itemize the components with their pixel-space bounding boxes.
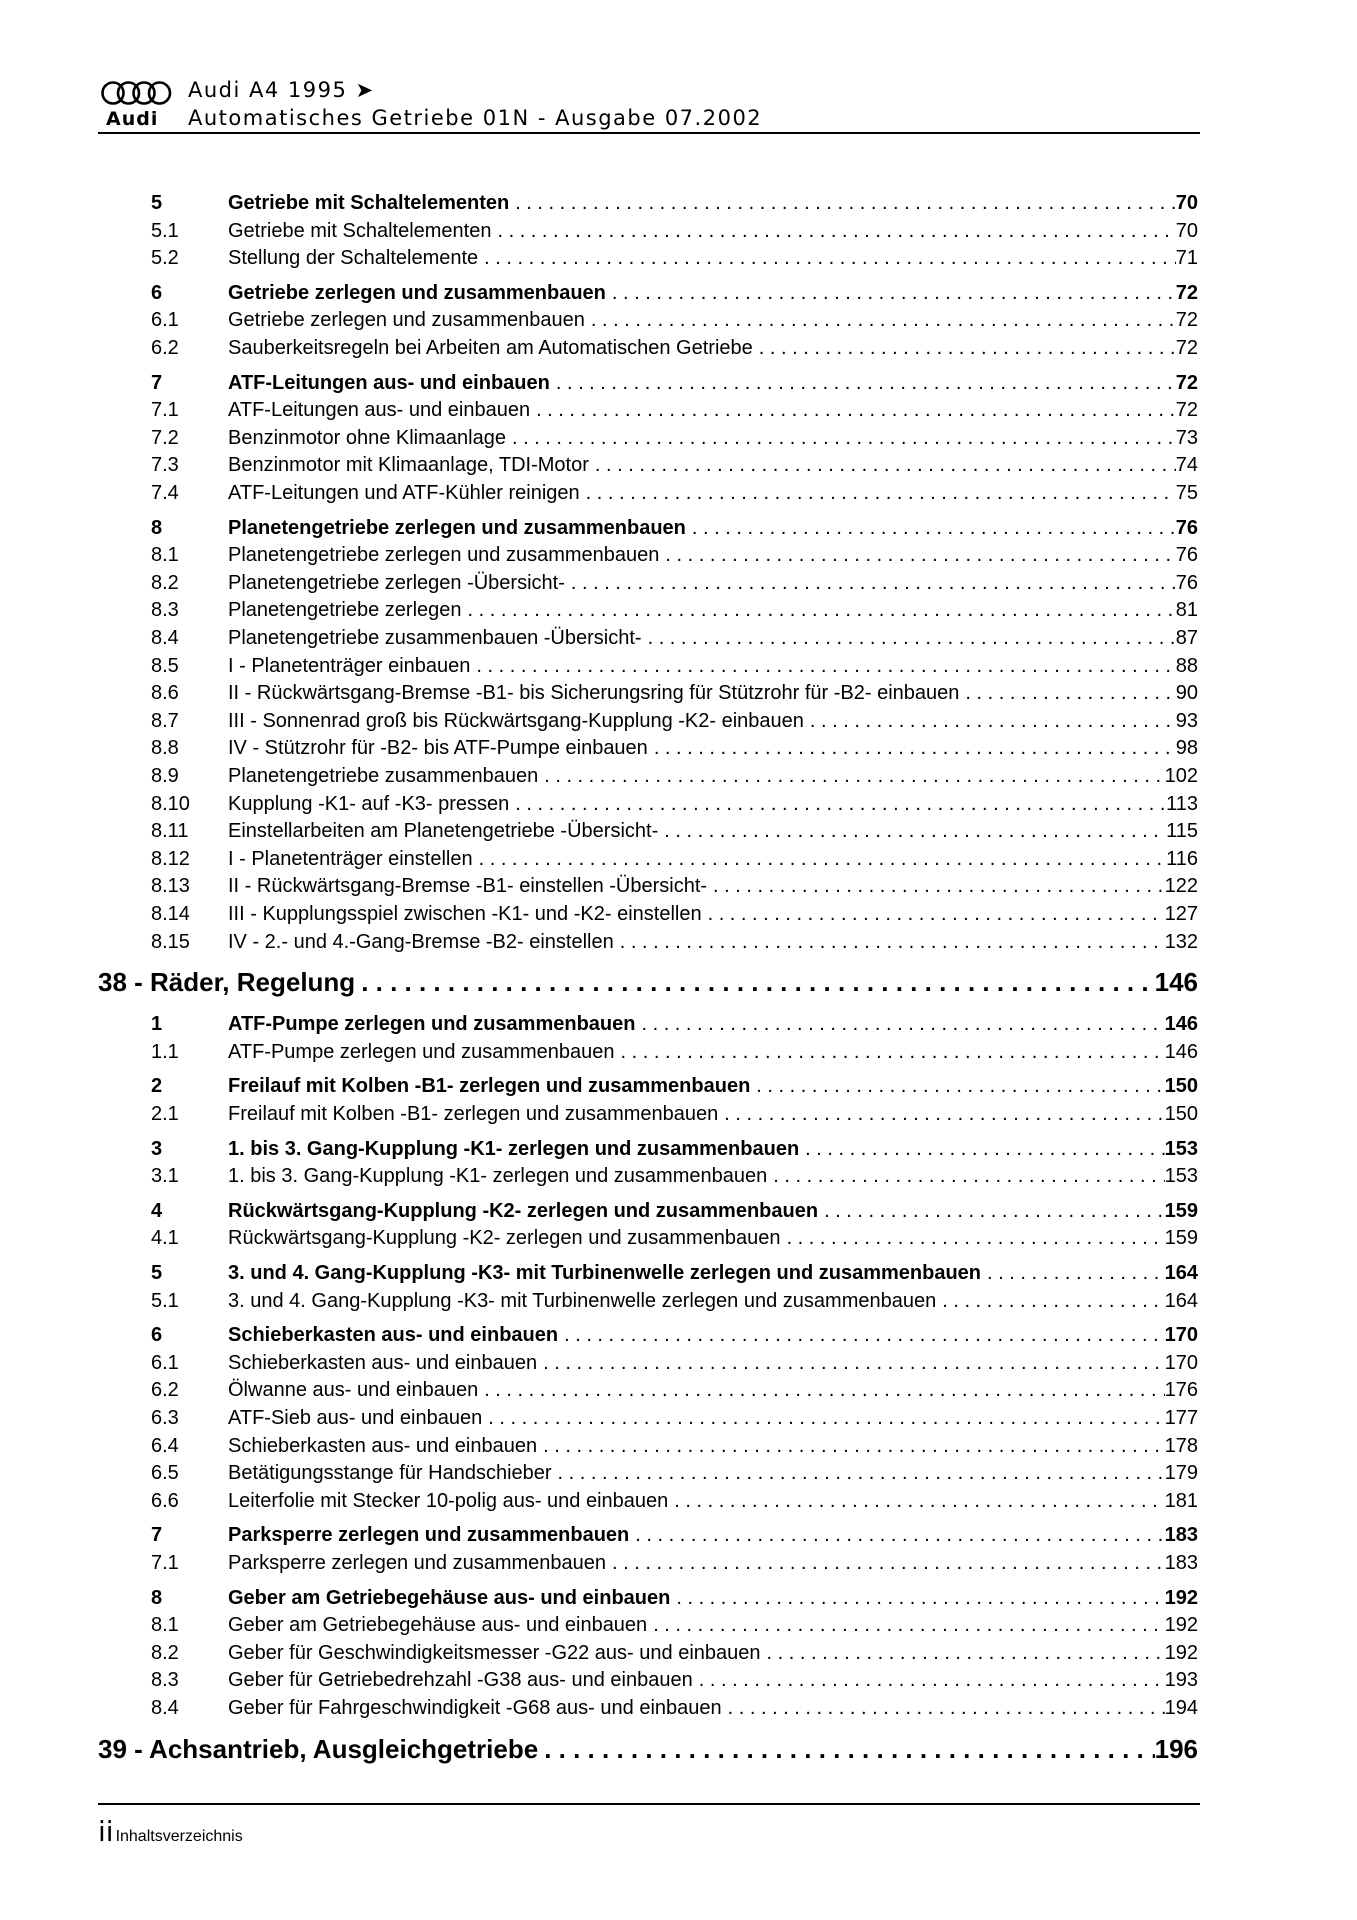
toc-title: Stellung der Schaltelemente <box>228 247 479 270</box>
toc-leader-dots <box>544 763 1164 790</box>
toc-number: 3.1 <box>151 1165 179 1188</box>
toc-title: 3. und 4. Gang-Kupplung -K3- mit Turbinenwelle zerlegen und zusammenbauen <box>228 1289 937 1312</box>
toc-page-number: 122 <box>1164 875 1198 898</box>
toc-title: ATF-Leitungen aus- und einbauen <box>228 371 550 394</box>
toc-number: 8.8 <box>151 737 179 760</box>
toc-leader-dots <box>724 1101 1164 1128</box>
toc-page-number: 177 <box>1164 1407 1198 1429</box>
toc-leader-dots <box>515 190 1176 217</box>
toc-page-number: 159 <box>1164 1199 1198 1222</box>
toc-page-number: 176 <box>1164 1379 1198 1402</box>
toc-leader-dots <box>479 846 1167 873</box>
toc-leader-dots <box>759 335 1176 362</box>
toc-title: 1. bis 3. Gang-Kupplung -K1- zerlegen und zusammenbauen <box>228 1137 800 1160</box>
toc-page-number: 183 <box>1164 1524 1198 1547</box>
toc-number: 7.3 <box>151 454 179 477</box>
toc-title: 3. und 4. Gang-Kupplung -K3- mit Turbinenwelle zerlegen und zusammenbauen <box>228 1262 982 1284</box>
toc-number: 8.15 <box>151 930 190 953</box>
toc-title: III - Sonnenrad groß bis Rückwärtsgang-Kupplung -K2- einbauen <box>228 709 804 732</box>
toc-page-number: 150 <box>1164 1075 1198 1098</box>
toc-subsection[interactable] <box>98 735 1198 762</box>
toc-section[interactable] <box>98 1322 1198 1349</box>
toc-leader-dots <box>692 515 1176 542</box>
toc-subsection[interactable] <box>98 480 1198 507</box>
toc-page-number: 113 <box>1166 792 1198 815</box>
toc-page-number: 146 <box>1164 1013 1198 1036</box>
toc-page-number: 164 <box>1164 1262 1198 1284</box>
toc-leader-dots <box>824 1198 1165 1225</box>
toc-number: 7.4 <box>151 482 179 504</box>
toc-title: Freilauf mit Kolben -B1- zerlegen und zusammenbauen <box>228 1075 751 1098</box>
toc-subsection[interactable] <box>98 1405 1198 1432</box>
header-rule <box>98 132 1200 134</box>
toc-subsection[interactable] <box>98 570 1198 597</box>
toc-title: 39 - Achsantrieb, Ausgleichgetriebe <box>98 1733 539 1764</box>
toc-page-number: 90 <box>1175 682 1198 705</box>
toc-page-number: 98 <box>1175 737 1198 760</box>
toc-leader-dots <box>653 1612 1164 1639</box>
toc-title: Schieberkasten aus- und einbauen <box>228 1434 538 1457</box>
toc-subsection[interactable] <box>98 1225 1198 1252</box>
toc-number: 8.10 <box>151 792 190 815</box>
toc-page-number: 72 <box>1175 281 1198 304</box>
toc-number: 6 <box>151 1324 163 1347</box>
toc-leader-dots <box>543 1350 1165 1377</box>
toc-subsection[interactable] <box>98 307 1198 334</box>
toc-page-number: 73 <box>1175 426 1198 449</box>
toc-number: 6.4 <box>151 1434 179 1457</box>
toc-number: 5 <box>151 192 163 214</box>
toc-subsection[interactable] <box>98 818 1198 845</box>
toc-title: Rückwärtsgang-Kupplung -K2- zerlegen und zusammenbauen <box>228 1227 781 1250</box>
toc-subsection[interactable] <box>98 1163 1198 1190</box>
toc-leader-dots <box>676 1585 1164 1612</box>
toc-leader-dots <box>773 1163 1164 1190</box>
toc-leader-dots <box>767 1640 1165 1667</box>
toc-title: Freilauf mit Kolben -B1- zerlegen und zusammenbauen <box>228 1103 719 1125</box>
toc-leader-dots <box>484 1377 1164 1404</box>
toc-page-number: 179 <box>1164 1462 1198 1485</box>
toc-leader-dots <box>543 1433 1165 1460</box>
header-model: Audi A4 1995 ➤ <box>188 78 375 102</box>
toc-subsection[interactable] <box>98 1612 1198 1639</box>
toc-section[interactable] <box>98 1585 1198 1612</box>
toc-title: ATF-Pumpe zerlegen und zusammenbauen <box>228 1040 615 1063</box>
toc-title: Getriebe zerlegen und zusammenbauen <box>228 309 585 332</box>
toc-page-number: 72 <box>1175 309 1198 332</box>
toc-section[interactable] <box>98 1522 1198 1549</box>
toc-page-number: 132 <box>1164 930 1198 953</box>
toc-title: Geber für Getriebedrehzahl -G38 aus- und einbauen <box>228 1669 693 1692</box>
toc-subsection[interactable] <box>98 929 1198 956</box>
toc-leader-dots <box>699 1667 1165 1694</box>
audi-rings-icon <box>100 80 172 106</box>
toc-page-number: 146 <box>1164 1040 1198 1063</box>
toc-leader-dots <box>810 708 1176 735</box>
toc-subsection[interactable] <box>98 425 1198 452</box>
toc-title: 38 - Räder, Regelung <box>98 967 356 998</box>
toc-title: ATF-Leitungen aus- und einbauen <box>228 399 531 422</box>
toc-leader-dots <box>654 735 1176 762</box>
toc-title: IV - Stützrohr für -B2- bis ATF-Pumpe einbauen <box>228 737 648 760</box>
toc-title: Einstellarbeiten am Planetengetriebe -Übersicht- <box>228 820 659 843</box>
toc-title: II - Rückwärtsgang-Bremse -B1- bis Sicherungsring für Stützrohr für -B2- einbauen <box>228 682 960 705</box>
toc-title: Benzinmotor ohne Klimaanlage <box>228 426 506 449</box>
toc-number: 8.2 <box>151 1641 179 1664</box>
toc-number: 8.7 <box>151 709 179 732</box>
toc-leader-dots <box>942 1288 1164 1315</box>
toc-number: 8.14 <box>151 903 190 925</box>
toc-number: 7.1 <box>151 399 179 422</box>
toc-leader-dots <box>612 1550 1165 1577</box>
toc-title: Benzinmotor mit Klimaanlage, TDI-Motor <box>228 454 589 477</box>
toc-leader-dots <box>544 1731 1154 1767</box>
page-number: ii <box>98 1815 114 1848</box>
toc-subsection[interactable] <box>98 1667 1198 1694</box>
toc-title: Schieberkasten aus- und einbauen <box>228 1324 559 1347</box>
toc-title: Getriebe mit Schaltelementen <box>228 219 492 242</box>
toc-title: Planetengetriebe zusammenbauen -Übersicht- <box>228 627 642 649</box>
toc-subsection[interactable] <box>98 873 1198 900</box>
toc-number: 4.1 <box>151 1227 179 1250</box>
toc-page-number: 76 <box>1175 571 1198 594</box>
toc-leader-dots <box>476 653 1175 680</box>
toc-leader-dots <box>612 280 1176 307</box>
page-footer <box>98 1815 243 1848</box>
toc-leader-dots <box>488 1405 1164 1432</box>
toc-title: Planetengetriebe zerlegen und zusammenbauen <box>228 544 660 567</box>
toc-page-number: 178 <box>1164 1434 1198 1457</box>
toc-page-number: 76 <box>1175 544 1198 567</box>
toc-subsection[interactable] <box>98 245 1198 272</box>
toc-leader-dots <box>664 818 1166 845</box>
toc-title: Planetengetriebe zusammenbauen <box>228 765 539 787</box>
toc-title: Planetengetriebe zerlegen und zusammenbauen <box>228 516 686 539</box>
audi-logo-text: Audi <box>106 108 159 130</box>
toc-leader-dots <box>497 218 1175 245</box>
toc-subsection[interactable] <box>98 1433 1198 1460</box>
toc-number: 8.6 <box>151 682 179 705</box>
toc-subsection[interactable] <box>98 846 1198 873</box>
toc-number: 8.1 <box>151 544 179 567</box>
toc-number: 8.4 <box>151 1697 179 1719</box>
toc-number: 6.1 <box>151 1351 179 1374</box>
toc-page-number: 192 <box>1164 1586 1198 1609</box>
toc-page-number: 153 <box>1164 1137 1198 1160</box>
toc-page-number: 70 <box>1175 219 1198 242</box>
toc-subsection[interactable] <box>98 763 1198 790</box>
toc-title: Getriebe zerlegen und zusammenbauen <box>228 281 606 304</box>
toc-number: 8.9 <box>151 765 179 787</box>
toc-number: 7 <box>151 1524 163 1547</box>
toc-page-number: 164 <box>1164 1289 1198 1312</box>
toc-title: Rückwärtsgang-Kupplung -K2- zerlegen und zusammenbauen <box>228 1199 819 1222</box>
header-title: Automatisches Getriebe 01N - Ausgabe 07.2002 <box>188 106 763 130</box>
toc-title: Betätigungsstange für Handschieber <box>228 1462 552 1485</box>
toc-number: 1.1 <box>151 1040 179 1063</box>
toc-subsection[interactable] <box>98 335 1198 362</box>
toc-page-number: 116 <box>1166 847 1198 870</box>
toc-number: 7.2 <box>151 426 179 449</box>
toc-leader-dots <box>641 1011 1164 1038</box>
toc-title: Schieberkasten aus- und einbauen <box>228 1351 538 1374</box>
toc-leader-dots <box>571 570 1176 597</box>
toc-leader-dots <box>361 964 1154 1000</box>
toc-page-number: 115 <box>1166 820 1198 843</box>
toc-leader-dots <box>708 901 1165 928</box>
toc-leader-dots <box>728 1695 1165 1722</box>
toc-subsection[interactable] <box>98 791 1198 818</box>
toc-title: III - Kupplungsspiel zwischen -K1- und -K2- einstellen <box>228 903 702 925</box>
toc-number: 6 <box>151 281 163 304</box>
toc-subsection[interactable] <box>98 1488 1198 1515</box>
toc-leader-dots <box>515 791 1166 818</box>
toc-leader-dots <box>558 1460 1165 1487</box>
toc-page-number: 192 <box>1164 1614 1198 1637</box>
toc-title: 1. bis 3. Gang-Kupplung -K1- zerlegen und zusammenbauen <box>228 1165 768 1188</box>
toc-leader-dots <box>648 625 1176 652</box>
footer-rule <box>98 1803 1200 1805</box>
toc-page-number: 181 <box>1164 1489 1198 1512</box>
toc-number: 6.3 <box>151 1407 179 1429</box>
toc-leader-dots <box>591 307 1176 334</box>
toc-leader-dots <box>536 397 1176 424</box>
toc-page-number: 146 <box>1154 967 1198 998</box>
toc-page-number: 70 <box>1175 192 1198 214</box>
toc-subsection[interactable] <box>98 1695 1198 1722</box>
toc-number: 6.6 <box>151 1489 179 1512</box>
toc-page-number: 183 <box>1164 1552 1198 1574</box>
toc-section[interactable] <box>98 1073 1198 1100</box>
toc-title: Parksperre zerlegen und zusammenbauen <box>228 1524 630 1547</box>
toc-page-number: 72 <box>1175 371 1198 394</box>
toc-title: Sauberkeitsregeln bei Arbeiten am Automatischen Getriebe <box>228 337 753 359</box>
toc-page-number: 81 <box>1175 599 1198 622</box>
toc-subsection[interactable] <box>98 1350 1198 1377</box>
toc-subsection[interactable] <box>98 708 1198 735</box>
toc-leader-dots <box>621 1039 1165 1066</box>
toc-page-number: 170 <box>1164 1324 1198 1347</box>
toc-chapter[interactable] <box>98 964 1198 1000</box>
toc-number: 8.3 <box>151 599 179 622</box>
toc-number: 5.1 <box>151 219 179 242</box>
toc-page-number: 170 <box>1164 1351 1198 1374</box>
toc-title: Geber für Fahrgeschwindigkeit -G68 aus- und einbauen <box>228 1697 722 1719</box>
toc-section[interactable] <box>98 190 1198 217</box>
toc-title: ATF-Sieb aus- und einbauen <box>228 1407 483 1429</box>
toc-title: ATF-Pumpe zerlegen und zusammenbauen <box>228 1013 636 1036</box>
toc-title: IV - 2.- und 4.-Gang-Bremse -B2- einstellen <box>228 930 614 953</box>
toc-number: 3 <box>151 1137 163 1160</box>
toc-leader-dots <box>756 1073 1164 1100</box>
toc-section[interactable] <box>98 1011 1198 1038</box>
toc-subsection[interactable] <box>98 597 1198 624</box>
toc-subsection[interactable] <box>98 1288 1198 1315</box>
toc-title: Kupplung -K1- auf -K3- pressen <box>228 792 510 815</box>
toc-subsection[interactable] <box>98 1377 1198 1404</box>
toc-section[interactable] <box>98 515 1198 542</box>
toc-page-number: 159 <box>1164 1227 1198 1250</box>
toc-number: 8.12 <box>151 847 190 870</box>
toc-page-number: 192 <box>1164 1641 1198 1664</box>
toc-leader-dots <box>635 1522 1164 1549</box>
toc-page-number: 88 <box>1175 654 1198 677</box>
toc-section[interactable] <box>98 1198 1198 1225</box>
audi-logo <box>98 80 174 130</box>
toc-subsection[interactable] <box>98 397 1198 424</box>
toc-leader-dots <box>805 1136 1164 1163</box>
toc-page-number: 71 <box>1175 247 1198 270</box>
toc-section[interactable] <box>98 370 1198 397</box>
toc-leader-dots <box>564 1322 1165 1349</box>
toc-number: 8.13 <box>151 875 190 898</box>
toc-number: 4 <box>151 1199 163 1222</box>
toc-number: 8 <box>151 516 163 539</box>
toc-leader-dots <box>512 425 1176 452</box>
toc-title: Parksperre zerlegen und zusammenbauen <box>228 1552 606 1574</box>
toc-page-number: 193 <box>1164 1669 1198 1692</box>
toc-page-number: 153 <box>1164 1165 1198 1188</box>
toc-number: 6.2 <box>151 1379 179 1402</box>
toc-subsection[interactable] <box>98 1550 1198 1577</box>
toc-page-number: 74 <box>1175 454 1198 477</box>
toc-number: 5.2 <box>151 247 179 270</box>
toc-title: Getriebe mit Schaltelementen <box>228 192 510 214</box>
toc-subsection[interactable] <box>98 625 1198 652</box>
toc-page-number: 72 <box>1175 337 1198 359</box>
toc-title: Planetengetriebe zerlegen -Übersicht- <box>228 571 565 594</box>
toc-title: Geber für Geschwindigkeitsmesser -G22 aus- und einbauen <box>228 1641 761 1664</box>
toc-number: 8.3 <box>151 1669 179 1692</box>
toc-title: I - Planetenträger einstellen <box>228 847 473 870</box>
toc-number: 2 <box>151 1075 163 1098</box>
toc-subsection[interactable] <box>98 653 1198 680</box>
toc-leader-dots <box>595 452 1176 479</box>
toc-number: 7 <box>151 371 163 394</box>
toc-title: Geber am Getriebegehäuse aus- und einbauen <box>228 1614 648 1637</box>
toc-section[interactable] <box>98 280 1198 307</box>
toc-leader-dots <box>987 1260 1165 1287</box>
toc-leader-dots <box>484 245 1176 272</box>
toc-chapter[interactable] <box>98 1731 1198 1767</box>
toc-number: 8.11 <box>151 820 189 843</box>
toc-subsection[interactable] <box>98 218 1198 245</box>
toc-subsection[interactable] <box>98 1460 1198 1487</box>
toc-leader-dots <box>965 680 1175 707</box>
toc-number: 8.1 <box>151 1614 179 1637</box>
toc-number: 5.1 <box>151 1289 179 1312</box>
toc-page-number: 93 <box>1175 709 1198 732</box>
toc-section[interactable] <box>98 1260 1198 1287</box>
toc-leader-dots <box>556 370 1176 397</box>
toc-page-number: 196 <box>1154 1733 1198 1764</box>
toc-page-number: 150 <box>1164 1103 1198 1125</box>
toc-section[interactable] <box>98 1136 1198 1163</box>
footer-label: Inhaltsverzeichnis <box>115 1828 243 1845</box>
toc-number: 6.5 <box>151 1462 179 1485</box>
toc-subsection[interactable] <box>98 901 1198 928</box>
toc-page-number: 76 <box>1175 516 1198 539</box>
toc-title: Leiterfolie mit Stecker 10-polig aus- und einbauen <box>228 1489 669 1512</box>
toc-title: Geber am Getriebegehäuse aus- und einbauen <box>228 1586 671 1609</box>
toc-subsection[interactable] <box>98 542 1198 569</box>
toc-number: 1 <box>151 1013 163 1036</box>
toc-leader-dots <box>468 597 1176 624</box>
toc-number: 6.2 <box>151 337 179 359</box>
toc-page-number: 75 <box>1175 482 1198 504</box>
toc-page-number: 72 <box>1175 399 1198 422</box>
toc-subsection[interactable] <box>98 1101 1198 1128</box>
toc-leader-dots <box>713 873 1165 900</box>
toc-subsection[interactable] <box>98 680 1198 707</box>
toc-number: 8.5 <box>151 654 179 677</box>
toc-page-number: 194 <box>1164 1697 1198 1719</box>
toc-leader-dots <box>620 929 1165 956</box>
toc-page-number: 87 <box>1175 627 1198 649</box>
toc-number: 6.1 <box>151 309 179 332</box>
toc-leader-dots <box>665 542 1175 569</box>
toc-number: 8.2 <box>151 571 179 594</box>
toc-leader-dots <box>586 480 1176 507</box>
toc-page-number: 102 <box>1164 765 1198 787</box>
toc-title: ATF-Leitungen und ATF-Kühler reinigen <box>228 482 580 504</box>
toc-number: 8 <box>151 1586 163 1609</box>
toc-leader-dots <box>787 1225 1165 1252</box>
toc-subsection[interactable] <box>98 1640 1198 1667</box>
toc-number: 8.4 <box>151 627 179 649</box>
toc-title: I - Planetenträger einbauen <box>228 654 471 677</box>
toc-title: II - Rückwärtsgang-Bremse -B1- einstellen -Übersicht- <box>228 875 708 898</box>
toc-leader-dots <box>674 1488 1164 1515</box>
toc-title: Ölwanne aus- und einbauen <box>228 1379 479 1402</box>
toc-number: 2.1 <box>151 1103 179 1125</box>
toc-subsection[interactable] <box>98 452 1198 479</box>
toc-page-number: 127 <box>1164 903 1198 925</box>
toc-number: 5 <box>151 1262 163 1284</box>
toc-number: 7.1 <box>151 1552 179 1574</box>
toc-title: Planetengetriebe zerlegen <box>228 599 462 622</box>
toc-subsection[interactable] <box>98 1039 1198 1066</box>
